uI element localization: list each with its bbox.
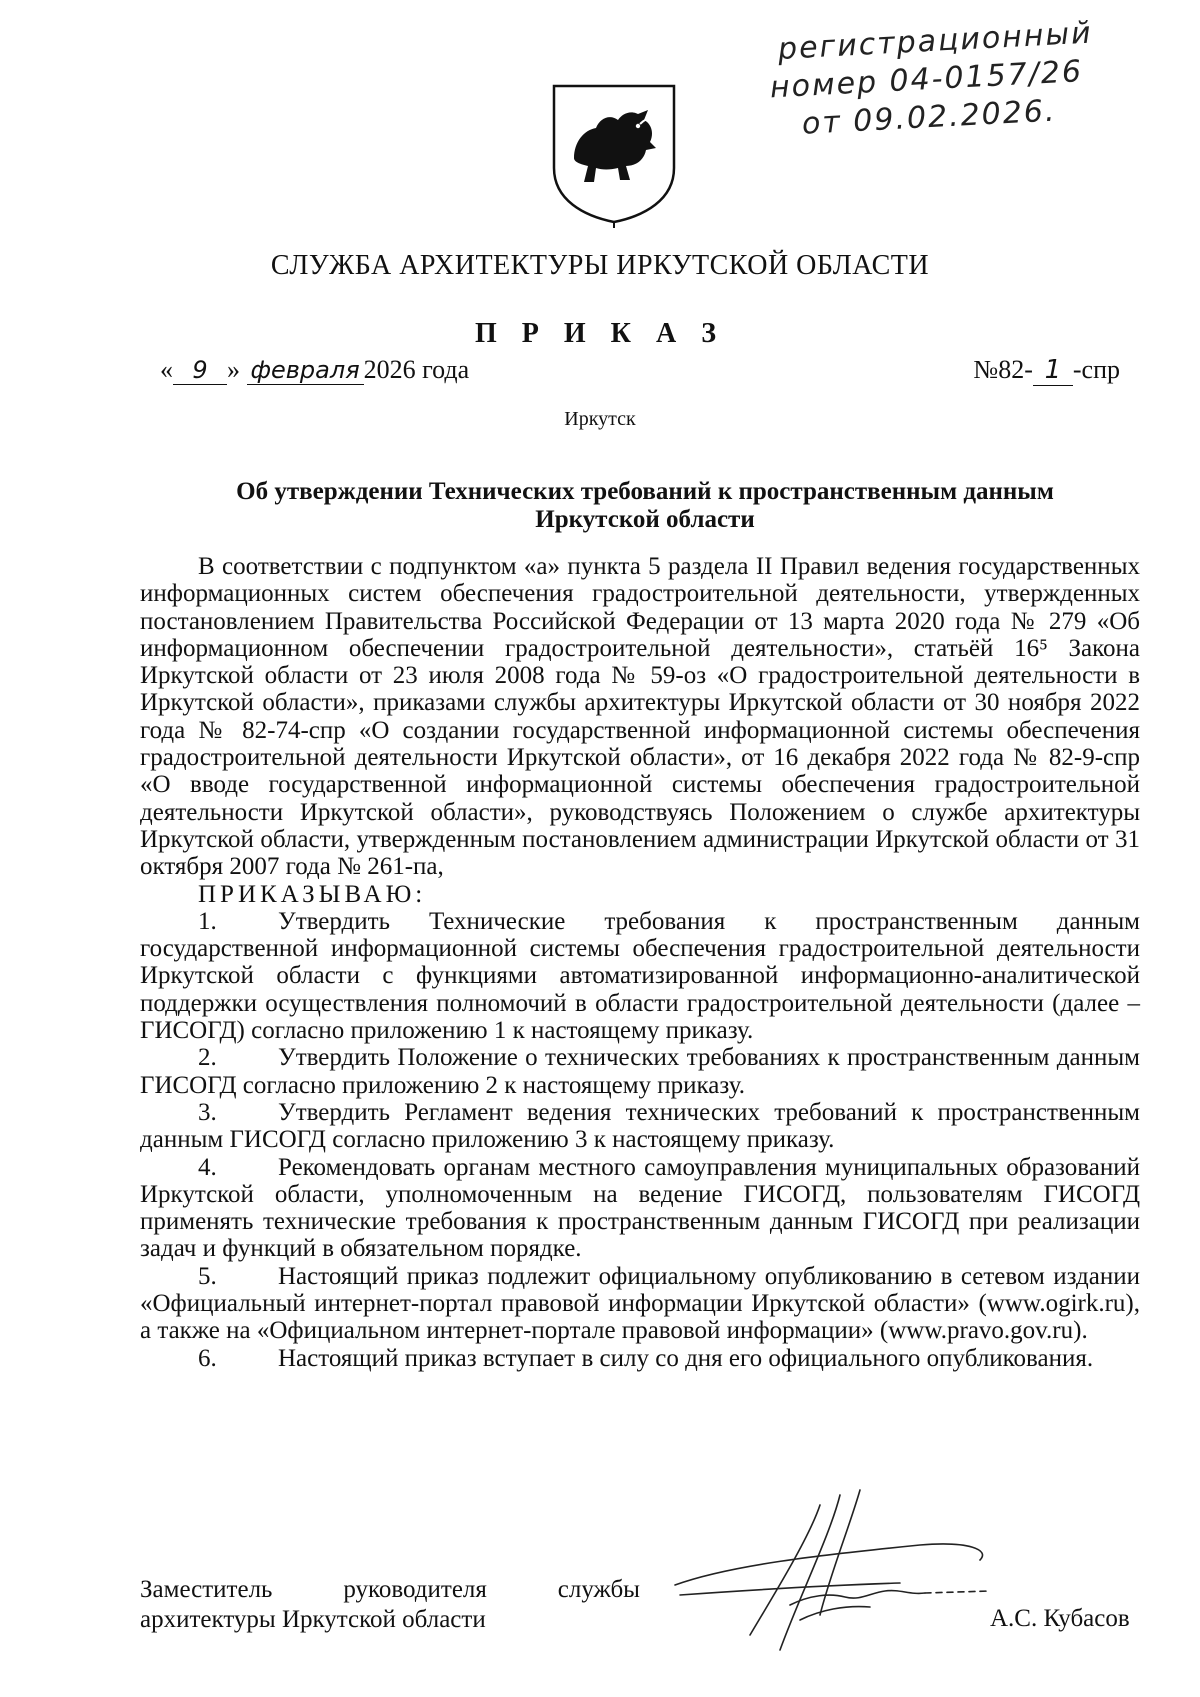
document-type-title: П Р И К А З bbox=[475, 318, 725, 349]
order-item bbox=[140, 1044, 1140, 1099]
order-item-number: 1. bbox=[198, 907, 217, 935]
date-quote-close: » bbox=[227, 355, 240, 384]
date-day: 9 bbox=[173, 356, 227, 385]
subject-line-2: Иркутской области bbox=[535, 506, 755, 533]
date-month: февраля bbox=[247, 356, 364, 385]
position-word-1: Заместитель bbox=[140, 1576, 273, 1603]
order-item-text: Настоящий приказ вступает в силу со дня его официального опубликования. bbox=[278, 1344, 1094, 1372]
handwritten-line-3: от 09.02.2026. bbox=[801, 93, 1058, 142]
order-item-number: 3. bbox=[198, 1098, 217, 1126]
order-item-text: Настоящий приказ подлежит официальному опубликованию в сетевом издании «Официальный интернет-портал правовой информации Иркутской области» (www.ogirk.ru), а также на «Официальном интернет-портале правовой информации» (www.pravo.gov.ru). bbox=[140, 1262, 1140, 1345]
number-suffix: -спр bbox=[1072, 355, 1120, 384]
order-item bbox=[140, 1263, 1140, 1345]
signatory-name: А.С. Кубасов bbox=[990, 1605, 1130, 1632]
handwritten-registration-note bbox=[767, 13, 1133, 152]
organization-name: СЛУЖБА АРХИТЕКТУРЫ ИРКУТСКОЙ ОБЛАСТИ bbox=[270, 250, 930, 281]
order-item bbox=[140, 1345, 1140, 1372]
order-item-number: 2. bbox=[198, 1044, 217, 1072]
document-city: Иркутск bbox=[564, 408, 636, 430]
order-item-text: Утвердить Технические требования к пространственным данным государственной информационной системы обеспечения градостроительной деятельности Иркутской области с функциями автоматизированной информационно-аналитической поддержки осуществления полномочий в области градостроительной деятельности (далее – ГИСОГД) согласно приложению 1 к настоящему приказу. bbox=[140, 907, 1140, 1045]
signatory-position bbox=[140, 1575, 640, 1635]
position-word-3: службы bbox=[557, 1576, 640, 1603]
position-line-2: архитектуры Иркутской области bbox=[140, 1606, 486, 1633]
position-word-2: руководителя bbox=[343, 1576, 487, 1603]
handwritten-line-1: регистрационный bbox=[777, 15, 1094, 67]
date-year: 2026 года bbox=[363, 355, 470, 384]
document-body bbox=[140, 553, 1140, 1372]
command-word: ПРИКАЗЫВАЮ: bbox=[198, 880, 427, 908]
coat-of-arms-emblem bbox=[548, 80, 680, 228]
order-item-text: Рекомендовать органам местного самоуправления муниципальных образований Иркутской области, уполномоченным на ведение ГИСОГД, пользователям ГИСОГД применять технические требования к пространственным данным ГИСОГД при реализации задач и функций в обязательном порядке. bbox=[140, 1153, 1140, 1263]
document-date bbox=[160, 355, 469, 385]
handwritten-signature bbox=[670, 1475, 1000, 1665]
order-item bbox=[140, 908, 1140, 1044]
document-number bbox=[973, 355, 1120, 386]
preamble-paragraph: В соответствии с подпунктом «а» пункта 5 раздела II Правил ведения государственных информационных систем обеспечения градостроительной деятельности, утвержденных постановлением Правительства Российской Федерации от 13 марта 2020 года № 279 «Об информационном обеспечении градостроительной деятельности», статьёй 16⁵ Закона Иркутской области от 23 июля 2008 года № 59-оз «О градостроительной деятельности в Иркутской области», приказами службы архитектуры Иркутской области от 30 ноября 2022 года № 82-74-спр «О создании государственной информационной системы обеспечения градостроительной деятельности Иркутской области», от 16 декабря 2022 года № 82-9-спр «О вводе государственной информационной системы обеспечения градостроительной деятельности Иркутской области», руководствуясь Положением о службе архитектуры Иркутской области, утвержденным постановлением администрации Иркутской области от 31 октября 2007 года № 261-па, bbox=[140, 553, 1140, 881]
subject-line-1: Об утверждении Технических требований к пространственным данным bbox=[236, 478, 1054, 505]
order-item-text: Утвердить Положение о технических требованиях к пространственным данным ГИСОГД согласно приложению 2 к настоящему приказу. bbox=[140, 1044, 1140, 1099]
number-prefix: №82- bbox=[973, 355, 1033, 384]
order-item-number: 5. bbox=[198, 1262, 217, 1290]
order-item-number: 6. bbox=[198, 1344, 217, 1372]
document-subject bbox=[170, 478, 1120, 534]
handwritten-line-2: номер 04-0157/26 bbox=[769, 54, 1084, 106]
order-item bbox=[140, 1154, 1140, 1263]
order-item-number: 4. bbox=[198, 1153, 217, 1181]
order-item-text: Утвердить Регламент ведения технических требований к пространственным данным ГИСОГД согласно приложению 3 к настоящему приказу. bbox=[140, 1098, 1140, 1154]
number-handwritten: 1 bbox=[1033, 355, 1073, 386]
date-quote-open: « bbox=[160, 355, 173, 384]
order-item bbox=[140, 1099, 1140, 1154]
